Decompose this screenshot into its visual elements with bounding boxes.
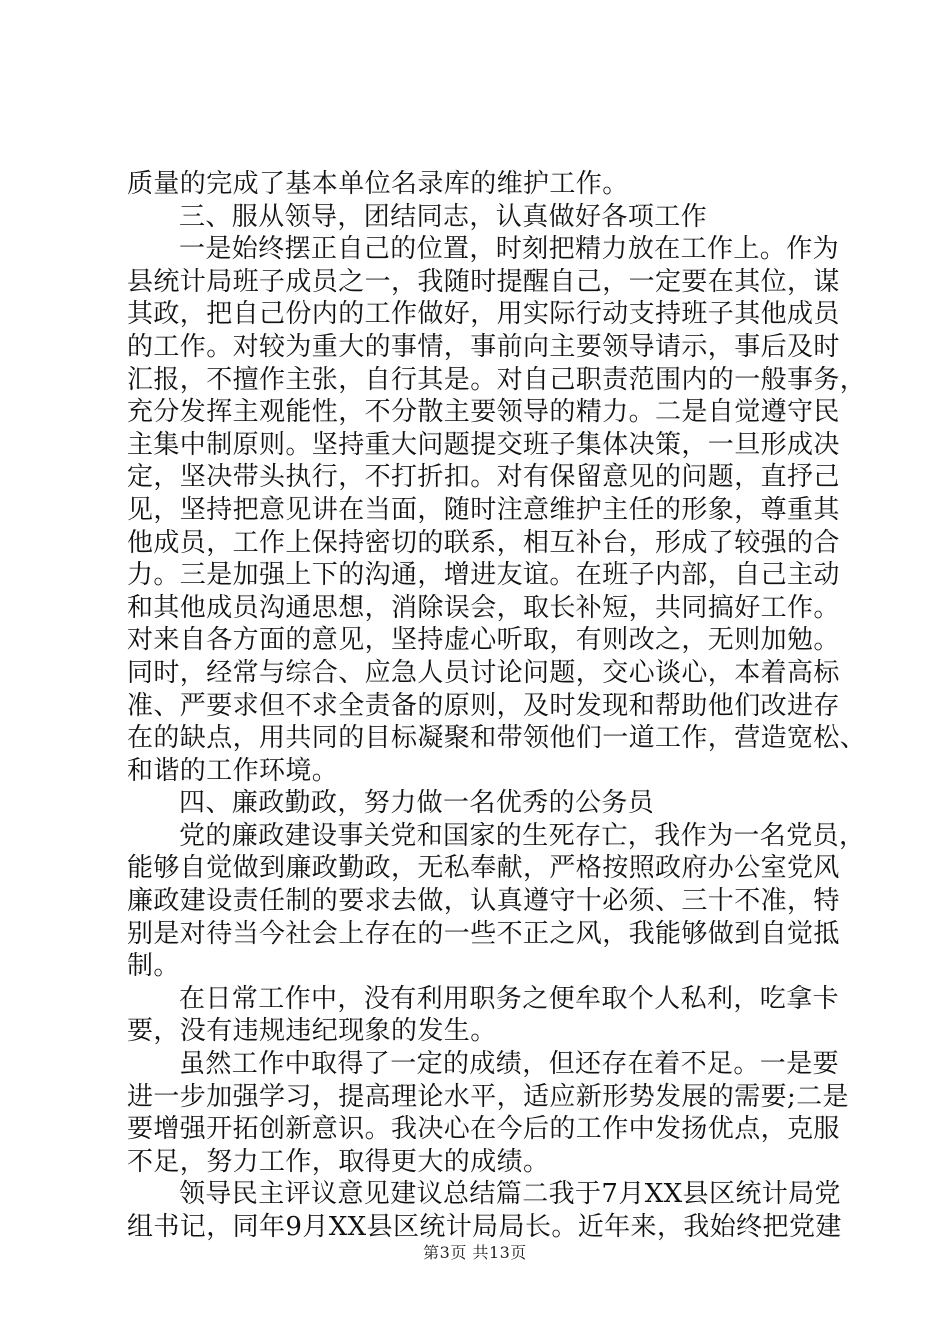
text-line: 要，没有违规违纪现象的发生。	[127, 1016, 497, 1047]
text-line: 对来自各方面的意见，坚持虚心听取，有则改之，无则加勉。	[127, 625, 840, 656]
text-line: 主集中制原则。坚持重大问题提交班子集体决策，一旦形成决	[127, 429, 840, 460]
text-line: 在的缺点，用共同的目标凝聚和带领他们一道工作，营造宽松、	[127, 723, 867, 754]
text-line: 见，坚持把意见讲在当面，随时注意维护主任的形象，尊重其	[127, 494, 840, 525]
text-line: 他成员，工作上保持密切的联系，相互补台，形成了较强的合	[127, 527, 840, 558]
text-line: 和其他成员沟通思想，消除误会，取长补短，共同搞好工作。	[127, 592, 840, 623]
text-line: 别是对待当今社会上存在的一些不正之风，我能够做到自觉抵	[127, 918, 840, 949]
page-footer: 第3页 共13页	[423, 1243, 527, 1262]
text-line: 制。	[127, 951, 180, 982]
text-line: 领导民主评议意见建议总结篇二我于7月XX县区统计局党	[179, 1179, 841, 1210]
text-line: 一是始终摆正自己的位置，时刻把精力放在工作上。作为	[179, 234, 840, 265]
text-line: 准、严要求但不求全责备的原则，及时发现和帮助他们改进存	[127, 690, 840, 721]
text-line: 其政，把自己份内的工作做好，用实际行动支持班子其他成员	[127, 299, 840, 330]
text-line: 质量的完成了基本单位名录库的维护工作。	[127, 169, 629, 199]
text-line: 县统计局班子成员之一，我随时提醒自己，一定要在其位，谋	[127, 266, 840, 297]
text-line: 和谐的工作环境。	[127, 755, 339, 786]
text-line: 不足，努力工作，取得更大的成绩。	[127, 1146, 550, 1177]
document-body	[127, 168, 867, 1244]
text-line: 虽然工作中取得了一定的成绩，但还存在着不足。一是要	[179, 1049, 840, 1080]
text-line: 四、廉政勤政，努力做一名优秀的公务员	[179, 788, 655, 819]
text-line: 党的廉政建设事关党和国家的生死存亡，我作为一名党员，	[179, 820, 866, 851]
text-line: 组书记，同年9月XX县区统计局局长。近年来，我始终把党建	[127, 1212, 842, 1242]
text-line: 同时，经常与综合、应急人员讨论问题，交心谈心，本着高标	[127, 657, 840, 688]
text-line: 充分发挥主观能性，不分散主要领导的精力。二是自觉遵守民	[127, 397, 840, 428]
text-line: 三、服从领导，团结同志，认真做好各项工作	[179, 201, 708, 232]
text-line: 定，坚决带头执行，不打折扣。对有保留意见的问题，直抒己	[127, 462, 840, 493]
text-line: 力。三是加强上下的沟通，增进友谊。在班子内部，自己主动	[127, 560, 840, 591]
text-line: 要增强开拓创新意识。我决心在今后的工作中发扬优点，克服	[127, 1114, 840, 1145]
text-line: 汇报，不擅作主张，自行其是。对自己职责范围内的一般事务，	[127, 364, 867, 395]
text-line: 廉政建设责任制的要求去做，认真遵守十必须、三十不准，特	[127, 886, 840, 917]
text-line: 的工作。对较为重大的事情，事前向主要领导请示，事后及时	[127, 331, 840, 362]
text-line: 进一步加强学习，提高理论水平，适应新形势发展的需要;二是	[127, 1081, 849, 1112]
text-line: 能够自觉做到廉政勤政，无私奉献，严格按照政府办公室党风	[127, 853, 840, 884]
text-line: 在日常工作中，没有利用职务之便牟取个人私利，吃拿卡	[179, 983, 840, 1014]
